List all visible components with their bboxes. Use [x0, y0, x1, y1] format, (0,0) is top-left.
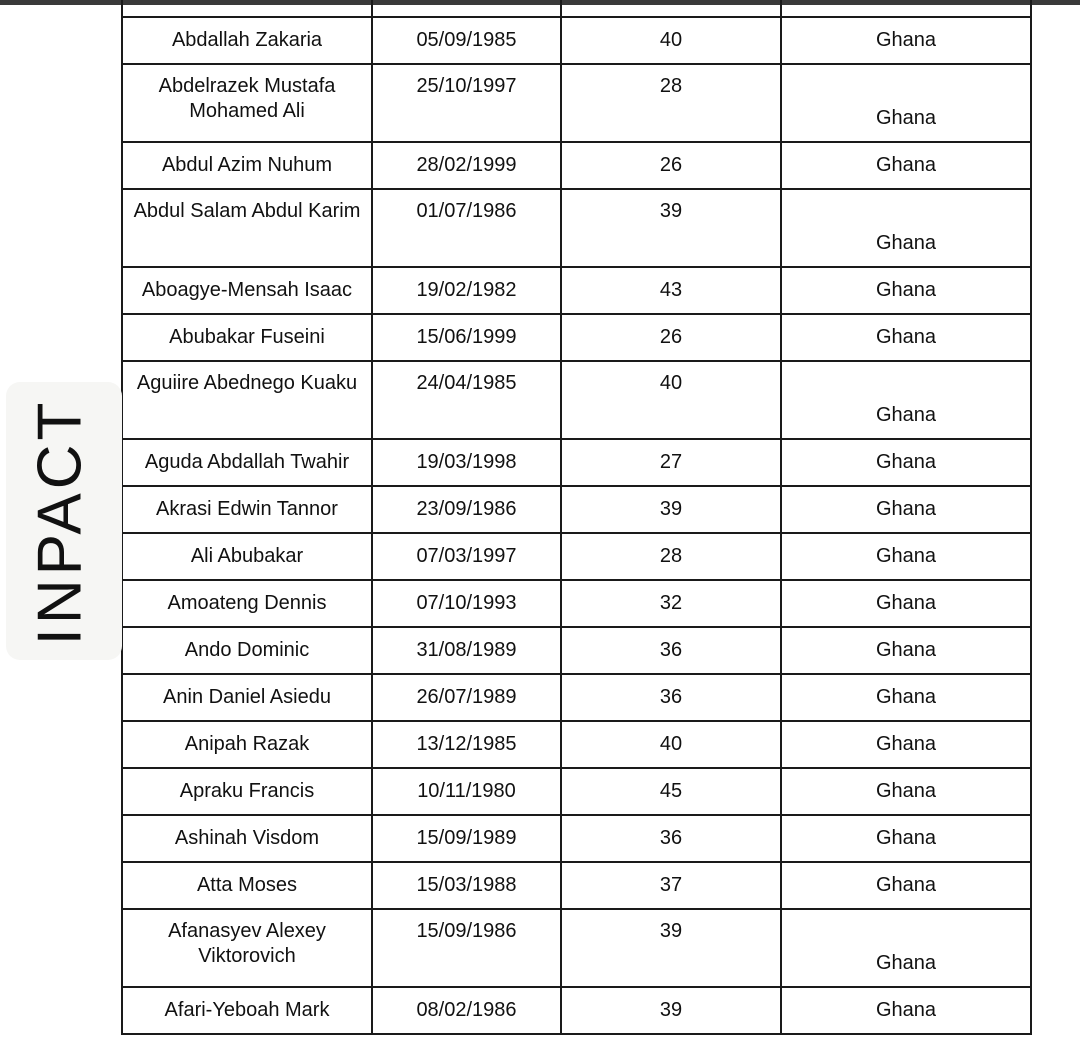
age: 40 [561, 721, 781, 768]
date-of-birth: 31/08/1989 [372, 627, 561, 674]
player-name: Apraku Francis [122, 768, 372, 815]
date-of-birth: 05/09/1985 [372, 17, 561, 64]
player-name: Anipah Razak [122, 721, 372, 768]
nationality: Ghana [781, 314, 1031, 361]
nationality: Ghana [781, 862, 1031, 909]
age: 39 [561, 486, 781, 533]
nationality: Ghana [781, 721, 1031, 768]
table-row [122, 987, 1031, 1034]
player-name: Afari-Yeboah Mark [122, 987, 372, 1034]
age: 26 [561, 142, 781, 189]
table-row [122, 909, 1031, 987]
age: 36 [561, 627, 781, 674]
table-row [122, 580, 1031, 627]
date-of-birth: 13/12/1985 [372, 721, 561, 768]
date-of-birth: 15/06/1999 [372, 314, 561, 361]
age: 45 [561, 768, 781, 815]
date-of-birth: 08/02/1986 [372, 987, 561, 1034]
age: 43 [561, 267, 781, 314]
date-of-birth: 15/09/1989 [372, 815, 561, 862]
nationality: Ghana [781, 768, 1031, 815]
date-of-birth: 07/10/1993 [372, 580, 561, 627]
nationality: Ghana [781, 627, 1031, 674]
nationality: Ghana [781, 142, 1031, 189]
nationality: Ghana [781, 267, 1031, 314]
date-of-birth: 15/03/1988 [372, 862, 561, 909]
table-row [122, 815, 1031, 862]
table-row [122, 314, 1031, 361]
table-row [122, 627, 1031, 674]
age: 36 [561, 674, 781, 721]
table-row-partial [122, 0, 1031, 17]
player-name: Afanasyev Alexey Viktorovich [122, 909, 372, 987]
nationality: Ghana [781, 64, 1031, 142]
age: 40 [561, 361, 781, 439]
nationality: Ghana [781, 674, 1031, 721]
table-row [122, 189, 1031, 267]
date-of-birth: 07/03/1997 [372, 533, 561, 580]
table-row [122, 439, 1031, 486]
player-table [121, 0, 1032, 1035]
date-of-birth: 23/09/1986 [372, 486, 561, 533]
date-of-birth: 01/07/1986 [372, 189, 561, 267]
player-name: Ashinah Visdom [122, 815, 372, 862]
player-name: Abdul Salam Abdul Karim [122, 189, 372, 267]
player-name: Abdul Azim Nuhum [122, 142, 372, 189]
table-row [122, 768, 1031, 815]
date-of-birth: 10/11/1980 [372, 768, 561, 815]
player-name: Abdelrazek Mustafa Mohamed Ali [122, 64, 372, 142]
age: 26 [561, 314, 781, 361]
player-name: Atta Moses [122, 862, 372, 909]
player-name: Ando Dominic [122, 627, 372, 674]
player-name: Abubakar Fuseini [122, 314, 372, 361]
age: 32 [561, 580, 781, 627]
date-of-birth: 19/02/1982 [372, 267, 561, 314]
player-name: Ali Abubakar [122, 533, 372, 580]
player-name: Anin Daniel Asiedu [122, 674, 372, 721]
date-of-birth: 19/03/1998 [372, 439, 561, 486]
nationality: Ghana [781, 987, 1031, 1034]
player-name: Akrasi Edwin Tannor [122, 486, 372, 533]
nationality: Ghana [781, 486, 1031, 533]
date-of-birth: 25/10/1997 [372, 64, 561, 142]
nationality: Ghana [781, 909, 1031, 987]
player-name: Aboagye-Mensah Isaac [122, 267, 372, 314]
age: 37 [561, 862, 781, 909]
age: 27 [561, 439, 781, 486]
player-name: Amoateng Dennis [122, 580, 372, 627]
age: 28 [561, 533, 781, 580]
table-row [122, 721, 1031, 768]
table-row [122, 142, 1031, 189]
table-row [122, 674, 1031, 721]
age: 28 [561, 64, 781, 142]
nationality: Ghana [781, 17, 1031, 64]
age: 39 [561, 987, 781, 1034]
table-row [122, 361, 1031, 439]
nationality: Ghana [781, 815, 1031, 862]
nationality: Ghana [781, 189, 1031, 267]
table-row [122, 64, 1031, 142]
table-row [122, 267, 1031, 314]
age: 39 [561, 909, 781, 987]
nationality: Ghana [781, 533, 1031, 580]
player-name: Aguda Abdallah Twahir [122, 439, 372, 486]
table-row [122, 17, 1031, 64]
table-row [122, 486, 1031, 533]
table-row [122, 533, 1031, 580]
age: 39 [561, 189, 781, 267]
date-of-birth: 24/04/1985 [372, 361, 561, 439]
date-of-birth: 28/02/1999 [372, 142, 561, 189]
age: 36 [561, 815, 781, 862]
player-name: Aguiire Abednego Kuaku [122, 361, 372, 439]
watermark-text: INPACT [25, 398, 95, 646]
nationality: Ghana [781, 439, 1031, 486]
date-of-birth: 15/09/1986 [372, 909, 561, 987]
nationality: Ghana [781, 580, 1031, 627]
date-of-birth: 26/07/1989 [372, 674, 561, 721]
table-row [122, 862, 1031, 909]
nationality: Ghana [781, 361, 1031, 439]
player-name: Abdallah Zakaria [122, 17, 372, 64]
age: 40 [561, 17, 781, 64]
